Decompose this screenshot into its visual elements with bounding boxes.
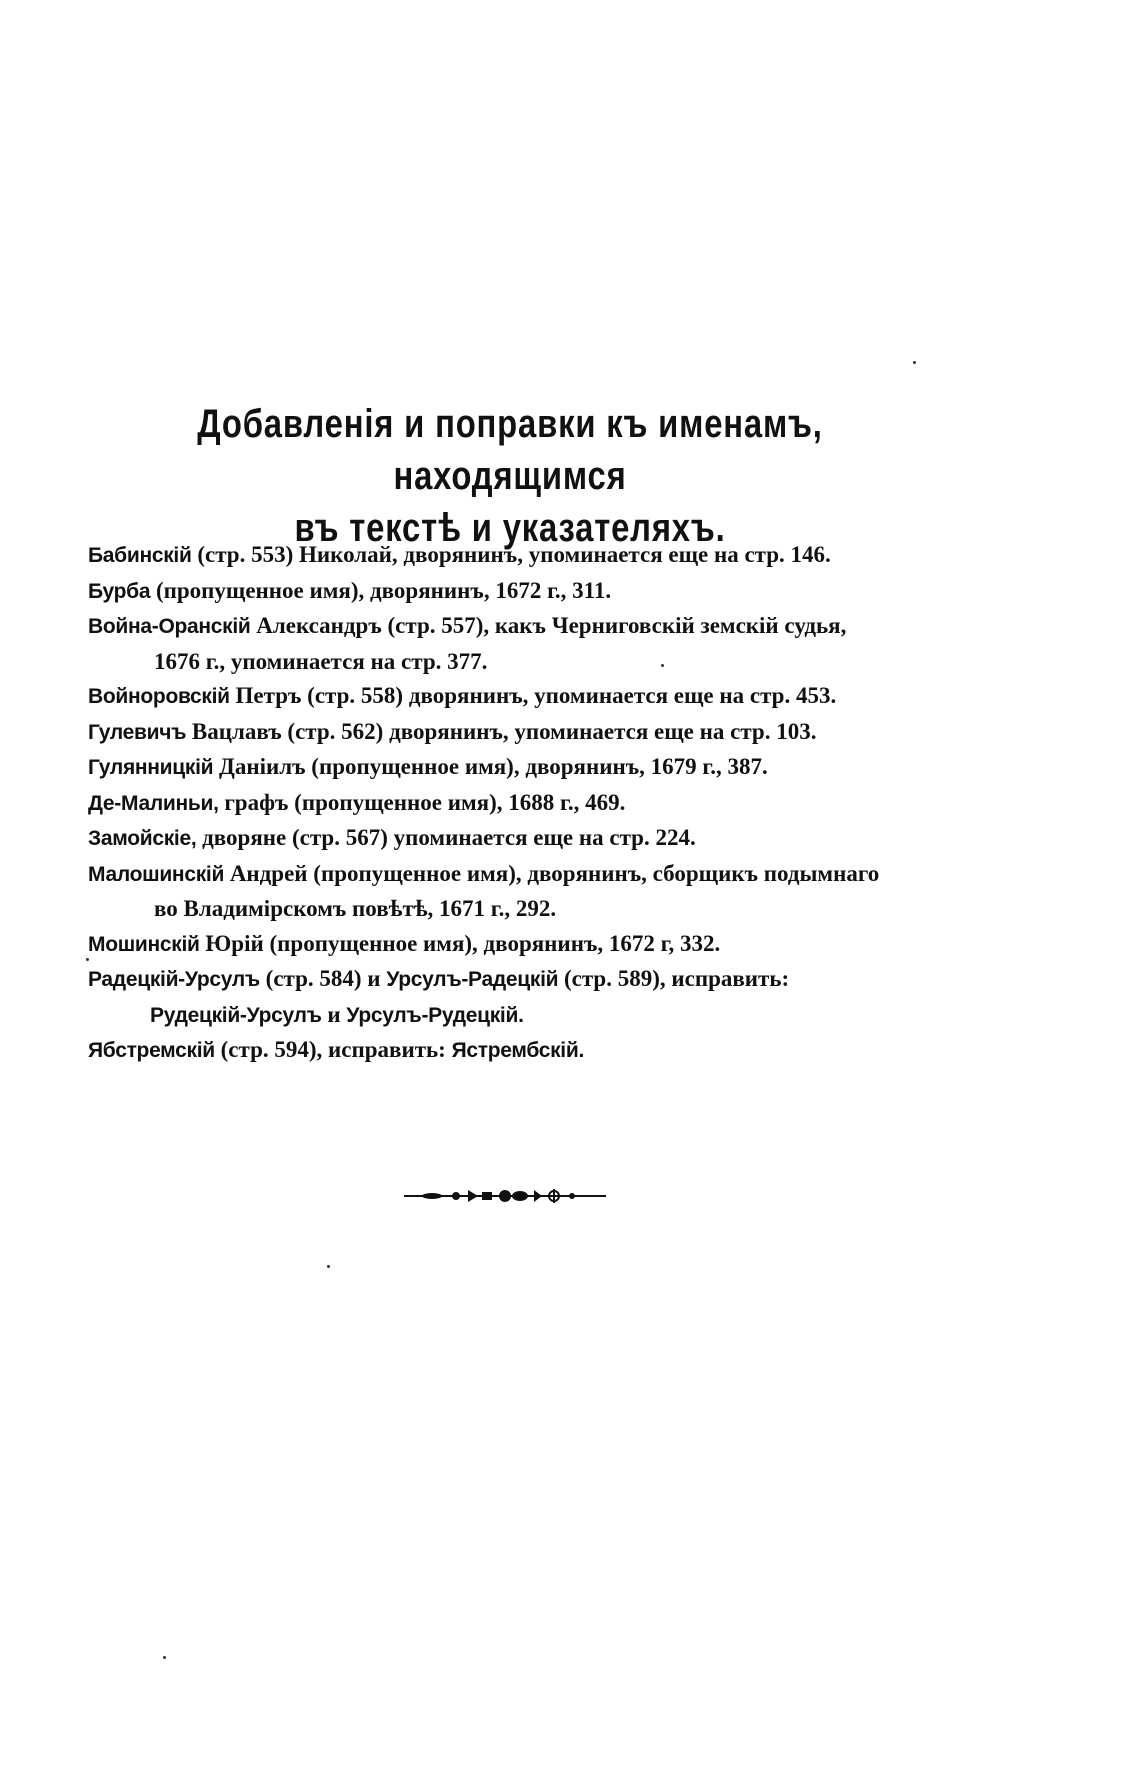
entry-text: (стр. 584) и [259,966,387,991]
entry-text: Петръ (стр. 558) дворянинъ, упоминается еще на стр. 453. [229,683,837,708]
print-speck [913,361,916,364]
entry-continuation: во Владимірскомъ повѣтѣ, 1671 г., 292. [154,896,557,921]
corrected-name: Урсулъ-Рудецкій. [346,1003,524,1027]
print-speck [327,1265,330,1268]
list-item [88,679,928,715]
entry-name: Гулевичъ [88,720,187,744]
corrected-name: Рудецкій-Урсулъ [150,1003,322,1027]
entry-text: Андрей (пропущенное имя), дворянинъ, сборщикъ подымнаго [224,860,880,886]
list-item [88,609,928,679]
list-item [88,574,928,610]
entry-text: (пропущенное имя), дворянинъ, 1672 г., 311. [150,577,612,603]
entry-text: графъ (пропущенное имя), 1688 г., 469. [218,789,626,815]
entry-text: Даніилъ (пропущенное имя), дворянинъ, 1679 г., 387. [213,754,768,779]
decorative-divider-icon [404,1184,606,1208]
list-item [88,1033,928,1069]
list-item [88,962,928,1033]
entry-name: Мошинскій [88,932,200,956]
list-item [88,786,928,822]
entry-text: Вацлавъ (стр. 562) дворянинъ, упоминается еще на стр. 103. [186,718,817,744]
print-speck [661,664,664,667]
entry-text: (стр. 553) Николай, дворянинъ, упоминается еще на стр. 146. [191,542,831,567]
entry-name: Войноровскій [88,685,230,708]
entry-name: Ябстремскій [88,1039,215,1062]
list-item [88,821,928,857]
list-item [88,857,928,927]
list-item [88,715,928,751]
entry-continuation [88,998,928,1034]
entry-name: Бурба [88,579,151,603]
corrections-list [88,538,928,1069]
title-line-1: Добавленія и поправки къ именамъ, находящимся [197,402,823,498]
entry-name: Война-Оранскій [88,615,251,638]
list-item [88,538,928,574]
entry-name: Радецкій-Урсулъ [88,968,260,991]
entry-name: Бабинскій [88,544,192,567]
entry-name-secondary: Урсулъ-Радецкій [386,968,559,991]
corrected-name: Ястрембскій. [451,1039,584,1062]
print-speck [86,958,89,961]
entry-text: Александръ (стр. 557), какъ Черниговскій земскій судья, [250,613,847,638]
list-item [88,927,928,963]
title-line-2: въ текстѣ и указателяхъ. [294,506,726,550]
entry-text: (стр. 594), исправить: [214,1037,452,1062]
entry-text-secondary: (стр. 589), исправить: [558,966,790,991]
entry-name: Гулянницкій [88,756,214,779]
page-title [157,398,862,554]
entry-name: Малошинскій [88,862,225,886]
conjunction-text: и [321,1001,347,1027]
entry-name: Замойскіе, [88,827,197,850]
entry-continuation: 1676 г., упоминается на стр. 377. [154,648,488,674]
list-item [88,750,928,786]
print-speck [163,1656,166,1659]
entry-text: Юрій (пропущенное имя), дворянинъ, 1672 г, 332. [199,930,721,956]
entry-text: дворяне (стр. 567) упоминается еще на стр. 224. [196,825,696,850]
entry-name: Де-Малиньи, [88,791,219,815]
